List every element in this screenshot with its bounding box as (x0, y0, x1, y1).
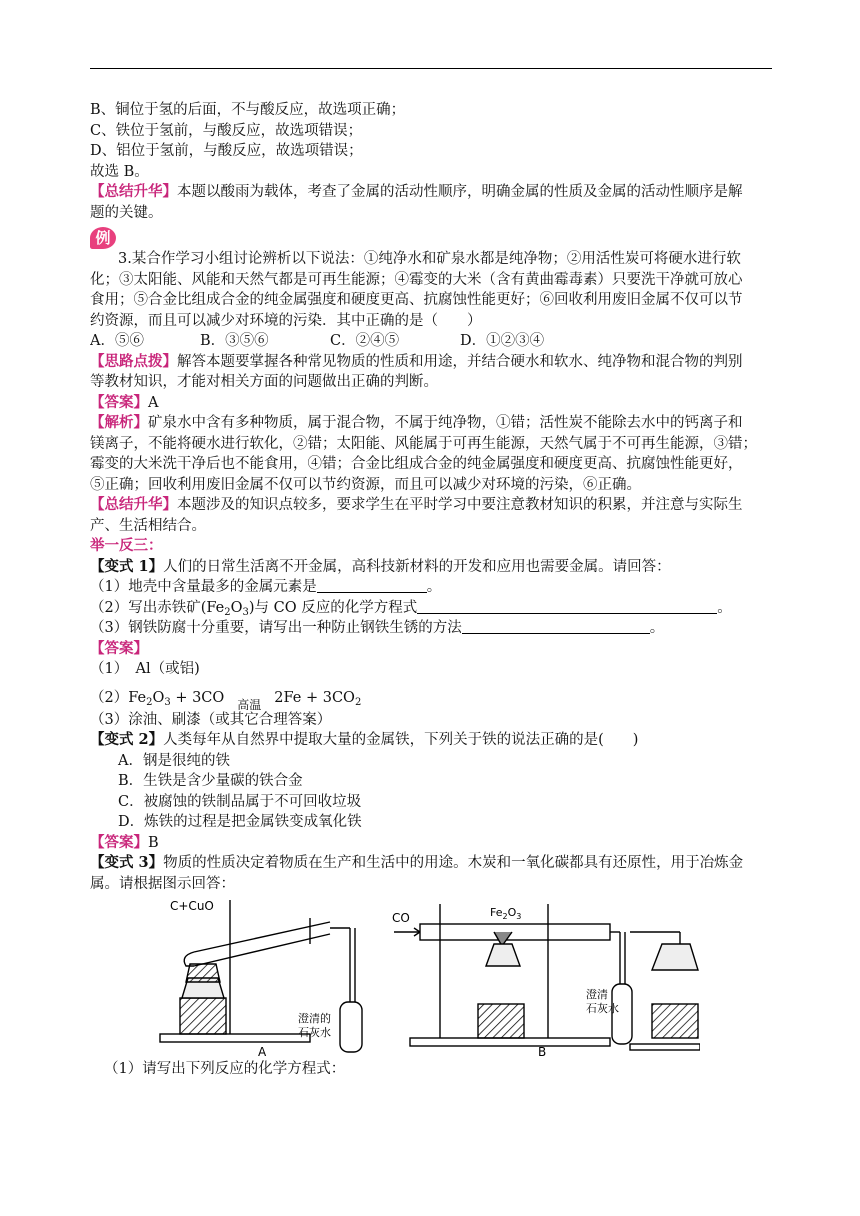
answer-tag: 【答案】 (90, 393, 148, 411)
answer-blank (317, 578, 427, 593)
variant-3-text: 物质的性质决定着物质在生产和生活中的用途。木炭和一氧化碳都具有还原性，用于冶炼金 (163, 855, 744, 871)
item-end: 。 (426, 579, 442, 595)
analysis-text: 矿泉水中含有多种物质，属于混合物，不属于纯净物，①错；活性炭不能除去水中的钙离子和 (148, 415, 743, 431)
ex3-analysis-4: ⑤正确；回收利用废旧金属不仅可以节约资源，而且可以减少对环境的污染，⑥正确。 (90, 476, 641, 493)
variant-1-answer-tag: 【答案】 (90, 639, 148, 657)
equation-part: （2）Fe (90, 689, 147, 706)
subscript: 2 (224, 606, 231, 618)
ex3-question-2: 化；③太阳能、风能和天然气都是可再生能源；④霉变的大米（含有黄曲霉毒素）只要洗干净就可放心 (90, 271, 743, 288)
item-end: 。 (649, 620, 665, 636)
answer-tag: 【答案】 (90, 833, 148, 851)
label-limewater-1: 澄清的 (298, 1012, 331, 1025)
variant-2-tag: 【变式 2】 (90, 731, 164, 748)
option-c: C．②④⑤ (330, 333, 400, 349)
apparatus-b-diagram (390, 894, 700, 1059)
prev-summary (90, 182, 772, 203)
equation-part: O (152, 689, 165, 706)
hint-tag: 【思路点拨】 (90, 352, 177, 370)
variant-1-tag: 【变式 1】 (90, 557, 164, 575)
option-d: D．①②③④ (460, 333, 545, 349)
ex3-summary-cont: 产、生活相结合。 (90, 517, 206, 534)
label-limewater-1: 澄清 (586, 988, 608, 1001)
summary-tag: 【总结升华】 (90, 496, 177, 513)
header-rule (90, 68, 772, 69)
example-badge-row (90, 227, 772, 249)
apparatus-figure (90, 894, 772, 1059)
variant-3-question (90, 853, 772, 874)
option-a: A．⑤⑥ (90, 333, 144, 349)
ex3-answer (90, 393, 772, 414)
variant-1-answer-2 (90, 680, 772, 710)
ex3-hint (90, 352, 772, 373)
prev-choice: 故选 B。 (90, 163, 149, 180)
ex3-question-1: 3.某合作学习小组讨论辨析以下说法：①纯净水和矿泉水都是纯净物；②用活性炭可将硬水进行软 (118, 251, 741, 267)
subscript: 2 (354, 696, 362, 708)
ex3-analysis-1 (90, 413, 772, 434)
label-oxide: $Fe_2O_3$ (490, 906, 522, 921)
equation-part: + 3CO (170, 689, 225, 706)
label-limewater-2: 石灰水 (586, 1002, 619, 1015)
variant-1-text: 人们的日常生活离不开金属，高科技新材料的开发和应用也需要金属。请回答： (163, 558, 671, 575)
answer-blank (417, 599, 717, 614)
variant-2-option-a: A．钢是很纯的铁 (118, 752, 230, 769)
variant-2-option-b: B．生铁是含少量碳的铁合金 (118, 773, 303, 789)
hint-text: 解答本题要掌握各种常见物质的性质和用途，并结合硬水和软水、纯净物和混合物的判别 (177, 353, 743, 370)
summary-text: 本题涉及的知识点较多，要求学生在平时学习中要注意教材知识的积累，并注意与实际生 (177, 497, 743, 513)
variant-1-answer-1: （1） Al（或铝) (90, 661, 200, 677)
label-gas: CO (392, 911, 410, 925)
label-a: A (258, 1045, 267, 1059)
summary-text: 本题以酸雨为载体，考查了金属的活动性顺序，明确金属的性质及金属的活动性顺序是解 (177, 184, 743, 200)
prev-option-d: D、铝位于氢前，与酸反应，故选项错误； (90, 143, 363, 159)
practice-heading: 举一反三： (90, 537, 163, 554)
summary-tag: 【总结升华】 (90, 183, 177, 200)
variant-1-item-1 (90, 577, 772, 598)
example-badge-icon: 例 (90, 227, 116, 249)
subscript: 3 (242, 606, 249, 618)
reaction-condition (224, 699, 274, 710)
ex3-summary (90, 495, 772, 516)
subscript: 3 (164, 696, 171, 708)
answer-blank (462, 619, 650, 634)
document-page (90, 100, 772, 1080)
label-limewater-2: 石灰水 (298, 1026, 331, 1039)
condition-label: 高温 (237, 697, 262, 710)
equation-part: 2Fe + 3CO (274, 689, 355, 706)
variant-1-question (90, 557, 772, 578)
variant-1-item-2 (90, 598, 772, 619)
prev-option-c: C、铁位于氢前，与酸反应，故选项错误； (90, 122, 363, 139)
label-b: B (538, 1045, 547, 1059)
variant-2-option-c: C．被腐蚀的铁制品属于不可回收垃圾 (118, 793, 362, 810)
answer-value: B (148, 834, 159, 851)
subscript: 2 (146, 696, 153, 708)
variant-3-subquestion-1: （1）请写出下列反应的化学方程式： (104, 1061, 346, 1077)
ex3-question-4: 约资源，而且可以减少对环境的污染．其中正确的是（ ） (90, 312, 482, 329)
variant-2-option-d: D．炼铁的过程是把金属铁变成氧化铁 (118, 814, 362, 830)
variant-3-tag: 【变式 3】 (90, 854, 164, 871)
item-text: O (230, 599, 243, 616)
variant-2-answer (90, 833, 772, 854)
label-reactant: C+CuO (170, 899, 214, 913)
item-text: （1）地壳中含量最多的金属元素是 (90, 579, 317, 595)
item-text: （2）写出赤铁矿(Fe (90, 599, 225, 616)
prev-option-b: B、铜位于氢的后面，不与酸反应，故选项正确； (90, 102, 406, 118)
item-text: )与 CO 反应的化学方程式 (248, 599, 418, 616)
prev-summary-cont: 题的关键。 (90, 204, 163, 221)
variant-1-answer-3: （3）涂油、刷漆（或其它合理答案） (90, 711, 332, 728)
ex3-options (90, 331, 772, 352)
ex3-analysis-2: 镁离子，不能将硬水进行软化，②错；太阳能、风能属于可再生能源，天然气属于不可再生能源，③错； (90, 435, 757, 452)
ex3-question-3: 食用；⑤合金比组成合金的纯金属强度和硬度更高、抗腐蚀性能更好；⑥回收利用废旧金属不仅可以节 (90, 292, 743, 308)
ex3-hint-cont: 等教材知识，才能对相关方面的问题做出正确的判断。 (90, 374, 438, 390)
variant-2-text: 人类每年从自然界中提取大量的金属铁，下列关于铁的说法正确的是( ) (163, 732, 639, 748)
apparatus-a-diagram (150, 894, 370, 1059)
variant-2-question (90, 730, 772, 751)
variant-1-item-3 (90, 618, 772, 639)
item-end: 。 (717, 599, 732, 616)
option-b: B．③⑤⑥ (200, 333, 269, 349)
ex3-analysis-3: 霉变的大米洗干净后也不能食用，④错；合金比组成合金的纯金属强度和硬度更高、抗腐蚀性能更好， (90, 456, 743, 472)
analysis-tag: 【解析】 (90, 414, 148, 431)
item-text: （3）钢铁防腐十分重要，请写出一种防止钢铁生锈的方法 (90, 620, 462, 636)
variant-3-question-cont: 属。请根据图示回答： (90, 875, 235, 892)
answer-value: A (148, 394, 159, 411)
